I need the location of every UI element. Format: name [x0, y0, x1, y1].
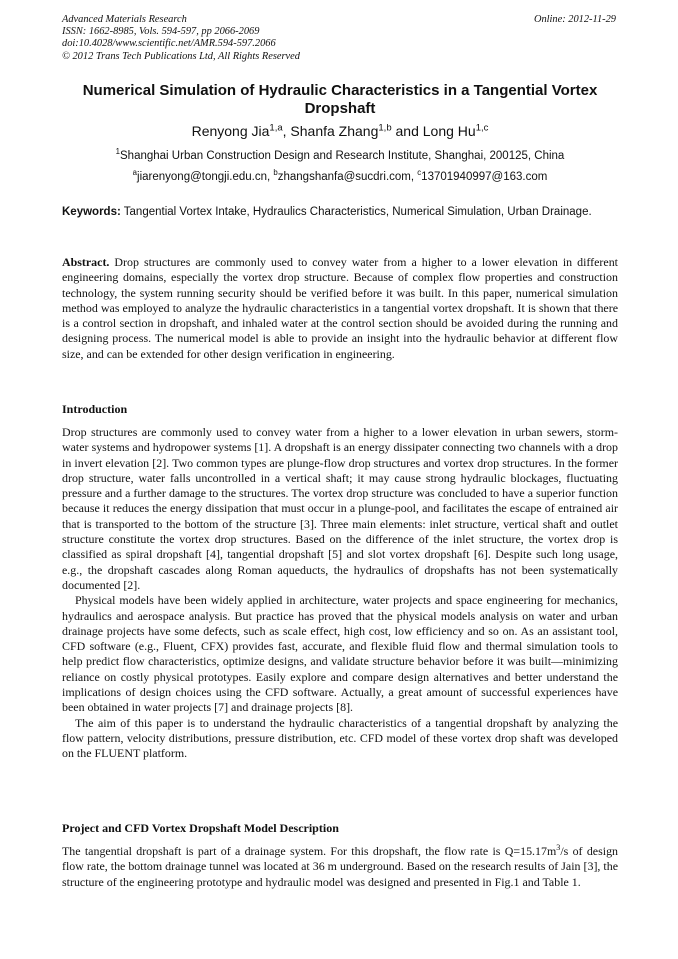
keywords-text: Tangential Vortex Intake, Hydraulics Characteristics, Numerical Simulation, Urban Drainage. — [120, 206, 592, 218]
affiliation-text: Shanghai Urban Construction Design and Research Institute, Shanghai, 200125, China — [120, 150, 565, 162]
author-affil-mark: 1,a — [269, 122, 283, 134]
paragraph-text: /s of design flow rate, the bottom drainage tunnel was located at 36 m underground. Based on the research results of Jain [3], the structure of the engineering prototype and hydraulic model was designed and presented in Fig.1 and Table 1. — [62, 844, 619, 889]
unit-exponent: 3 — [556, 843, 561, 853]
paragraph-text: The tangential dropshaft is part of a drainage system. For this dropshaft, the flow rate is Q=15.17m — [62, 844, 557, 858]
section-heading-introduction: Introduction — [62, 402, 128, 416]
affiliation-mark: 1 — [115, 147, 121, 157]
journal-name: Advanced Materials Research — [62, 14, 187, 25]
keywords — [62, 205, 618, 220]
section-heading-project: Project and CFD Vortex Dropshaft Model Description — [62, 821, 339, 835]
affiliation — [62, 149, 618, 164]
journal-copyright: © 2012 Trans Tech Publications Ltd, All Rights Reserved — [62, 50, 300, 62]
author-affil-mark: 1,c — [475, 122, 489, 134]
email-link[interactable]: 13701940997@163.com — [421, 171, 548, 183]
online-date: Online: 2012-11-29 — [533, 14, 616, 25]
abstract-label: Abstract. — [62, 255, 110, 269]
abstract-text: Drop structures are commonly used to convey water from a higher to a lower elevation in different engineering domains, especially the vortex drop structure. Because of complex flow properties and construction technology, the system running security should be verified before it was built. In this paper, numerical simulation method was employed to analyze the hydraulic characteristics in a tangential vortex dropshaft. It is shown that there is a control section in dropshaft, and inhaled water at the control section should be avoided during the running and designing process. The numerical model is able to provide an insight into the hydraulic behavior at different flow size, and can be extended for other design verification in engineering. — [62, 255, 618, 361]
author-list — [62, 122, 618, 140]
abstract — [62, 255, 618, 362]
journal-issn: ISSN: 1662-8985, Vols. 594-597, pp 2066-2069 — [62, 26, 260, 38]
paper-title: Numerical Simulation of Hydraulic Characteristics in a Tangential Vortex Dropshaft — [82, 82, 598, 117]
introduction-body — [62, 425, 618, 762]
paragraph — [62, 844, 618, 890]
email-mark: a — [132, 168, 138, 178]
email-mark: b — [273, 168, 278, 178]
email-link[interactable]: zhangshanfa@sucdri.com, — [277, 171, 418, 183]
author-name: Shanfa Zhang — [290, 123, 379, 139]
journal-doi[interactable]: doi:10.4028/www.scientific.net/AMR.594-597.2066 — [62, 38, 276, 50]
keywords-label: Keywords: — [62, 206, 121, 218]
author-separator: and — [391, 123, 423, 139]
paragraph: The aim of this paper is to understand the hydraulic characteristics of a tangential dropshaft by analyzing the flow pattern, velocity distributions, pressure distribution, etc. CFD model of these vortex drop shaft was developed on the FLUENT platform. — [62, 715, 618, 761]
paragraph: Drop structures are commonly used to convey water from a higher to a lower elevation in urban sewers, storm-water systems and hydropower systems [1]. A dropshaft is an energy dissipater connecting two channels with a drop in invert elevation [2]. Two common types are plunge-flow drop structures and vortex drop structures. In the former drop structure, water falls uncontrolled in a vertical shaft; it may cause strong hydraulic blockages, fluctuating pressure and a further damage to the structures. The vortex drop structure was concluded to have a superior function because it reduces the energy dissipation that must occur in a plunge-pool, and facilitates the escape of entrained air that is transported to the bottom of the structure [3]. Three main elements: inlet structure, vertical shaft and outlet structure constitute the vortex drop structures. Based on the difference of the inlet structure, the vortex drop is classified as spiral dropshaft [4], tangential dropshaft [5] and slot vortex dropshaft [6]. Despite such long usage, e.g., the dropshaft cascades along Roman aqueducts, the hydraulics of dropshafts has not been systematically documented [2]. — [62, 425, 618, 592]
author-emails — [62, 170, 618, 185]
author-affil-mark: 1,b — [378, 122, 392, 134]
email-mark: c — [417, 168, 422, 178]
author-separator: , — [282, 123, 291, 139]
email-link[interactable]: jiarenyong@tongji.edu.cn, — [137, 171, 274, 183]
author-name: Long Hu — [422, 123, 476, 139]
paragraph: Physical models have been widely applied in architecture, water projects and space engineering for mechanics, hydraulics and aerospace analysis. But practice has proved that the physical models analysis on water and urban drainage projects have some defects, such as scale effect, high cost, low efficiency and so on. As an assistant tool, CFD software (e.g., Fluent, CFX) provides fast, accurate, and flexible fluid flow and thermal simulation tools to help predict flow characteristics, optimize designs, and validate structure behavior before it was built—minimizing reliance on costly physical prototypes. Easily explore and compare design alternatives and better understand the implications of design choices using the CFD software. Actually, a great amount of successful experiences have been obtained in water projects [7] and drainage projects [8]. — [62, 593, 618, 715]
author-name: Renyong Jia — [191, 123, 270, 139]
project-body — [62, 844, 618, 890]
